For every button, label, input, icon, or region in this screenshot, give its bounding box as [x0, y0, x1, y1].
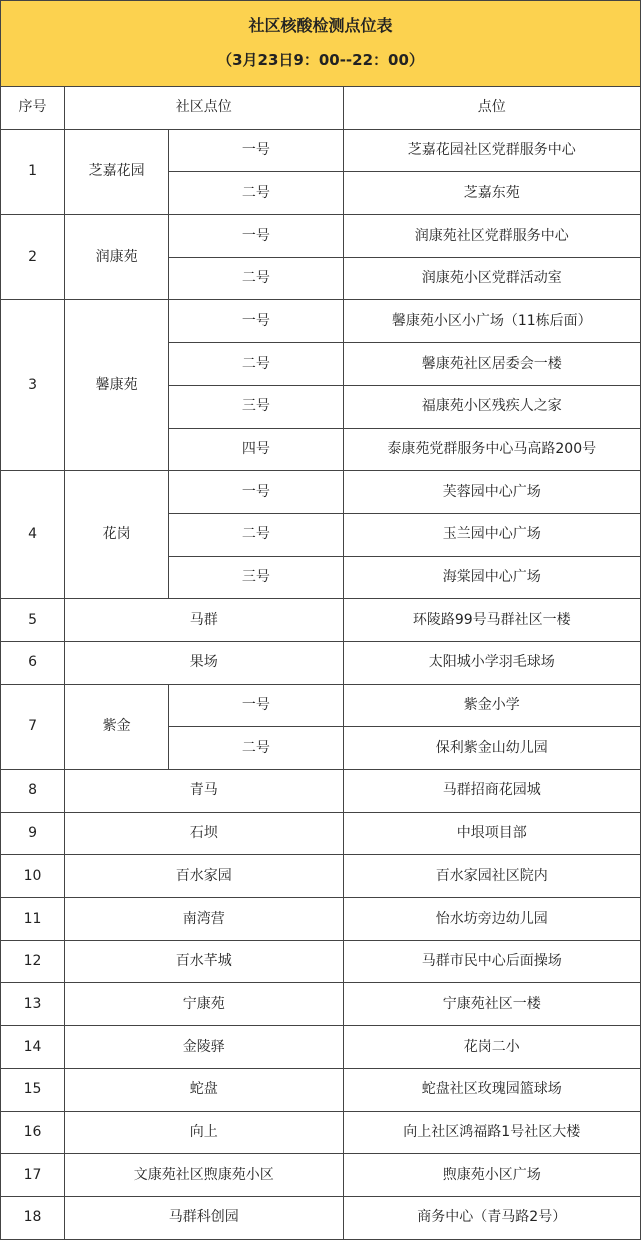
table-row: [1, 983, 641, 1026]
row-index: 7: [1, 684, 65, 769]
site-location: 蛇盘社区玫瑰园篮球场: [343, 1068, 640, 1111]
community-name: 花岗: [65, 471, 169, 599]
table-row: [1, 1154, 641, 1197]
site-location: 泰康苑党群服务中心马高路200号: [343, 428, 640, 471]
site-location: 润康苑小区党群活动室: [343, 257, 640, 300]
site-location: 福康苑小区残疾人之家: [343, 385, 640, 428]
table-row: [1, 471, 641, 514]
row-index: 6: [1, 641, 65, 684]
site-number: 一号: [169, 215, 343, 258]
site-location: 花岗二小: [343, 1026, 640, 1069]
site-number: 二号: [169, 343, 343, 386]
row-index: 15: [1, 1068, 65, 1111]
community-name: 金陵驿: [65, 1026, 343, 1069]
site-location: 百水家园社区院内: [343, 855, 640, 898]
site-location: 保利紫金山幼儿园: [343, 727, 640, 770]
site-location: 紫金小学: [343, 684, 640, 727]
page-title: 社区核酸检测点位表: [248, 16, 393, 35]
site-number: 一号: [169, 300, 343, 343]
row-index: 18: [1, 1196, 65, 1239]
row-index: 16: [1, 1111, 65, 1154]
row-index: 11: [1, 898, 65, 941]
site-location: 芝嘉花园社区党群服务中心: [343, 129, 640, 172]
row-index: 8: [1, 770, 65, 813]
community-name: 蛇盘: [65, 1068, 343, 1111]
site-location: 馨康苑小区小广场（11栋后面）: [343, 300, 640, 343]
row-index: 2: [1, 215, 65, 300]
community-name: 紫金: [65, 684, 169, 769]
row-index: 1: [1, 129, 65, 214]
site-location: 怡水坊旁边幼儿园: [343, 898, 640, 941]
table-body: [1, 129, 641, 1239]
table-row: [1, 599, 641, 642]
site-number: 一号: [169, 684, 343, 727]
community-name: 马群: [65, 599, 343, 642]
site-location: 宁康苑社区一楼: [343, 983, 640, 1026]
community-name: 润康苑: [65, 215, 169, 300]
table-row: [1, 1026, 641, 1069]
community-name: 百水芊城: [65, 940, 343, 983]
site-location: 馨康苑社区居委会一楼: [343, 343, 640, 386]
site-number: 二号: [169, 727, 343, 770]
table-row: [1, 1068, 641, 1111]
site-location: 玉兰园中心广场: [343, 513, 640, 556]
community-name: 向上: [65, 1111, 343, 1154]
site-location: 芙蓉园中心广场: [343, 471, 640, 514]
header-index: 序号: [1, 87, 65, 130]
title-block: [0, 0, 641, 86]
site-location: 润康苑社区党群服务中心: [343, 215, 640, 258]
table-row: [1, 300, 641, 343]
site-location: 芝嘉东苑: [343, 172, 640, 215]
community-name: 百水家园: [65, 855, 343, 898]
site-location: 马群招商花园城: [343, 770, 640, 813]
community-name: 南湾营: [65, 898, 343, 941]
site-number: 一号: [169, 471, 343, 514]
site-location: 中垠项目部: [343, 812, 640, 855]
table-row: [1, 641, 641, 684]
row-index: 9: [1, 812, 65, 855]
site-number: 四号: [169, 428, 343, 471]
table-row: [1, 1111, 641, 1154]
site-number: 二号: [169, 513, 343, 556]
header-row: [1, 87, 641, 130]
row-index: 13: [1, 983, 65, 1026]
site-number: 二号: [169, 257, 343, 300]
table-row: [1, 770, 641, 813]
time-range-subtitle: （3月23日9：00--22：00）: [217, 51, 424, 69]
table-row: [1, 855, 641, 898]
site-number: 二号: [169, 172, 343, 215]
sites-table: [0, 86, 641, 1240]
table-row: [1, 215, 641, 258]
table-row: [1, 129, 641, 172]
table-row: [1, 1196, 641, 1239]
community-name: 青马: [65, 770, 343, 813]
site-location: 环陵路99号马群社区一楼: [343, 599, 640, 642]
site-number: 一号: [169, 129, 343, 172]
community-name: 芝嘉花园: [65, 129, 169, 214]
header-community: 社区点位: [65, 87, 343, 130]
row-index: 5: [1, 599, 65, 642]
site-location: 太阳城小学羽毛球场: [343, 641, 640, 684]
table-row: [1, 898, 641, 941]
row-index: 17: [1, 1154, 65, 1197]
row-index: 3: [1, 300, 65, 471]
community-name: 石坝: [65, 812, 343, 855]
community-name: 果场: [65, 641, 343, 684]
site-location: 马群市民中心后面操场: [343, 940, 640, 983]
table-row: [1, 684, 641, 727]
community-name: 马群科创园: [65, 1196, 343, 1239]
site-number: 三号: [169, 385, 343, 428]
community-name: 宁康苑: [65, 983, 343, 1026]
site-location: 商务中心（青马路2号）: [343, 1196, 640, 1239]
table-row: [1, 940, 641, 983]
community-name: 馨康苑: [65, 300, 169, 471]
header-location: 点位: [343, 87, 640, 130]
row-index: 12: [1, 940, 65, 983]
site-location: 向上社区鸿福路1号社区大楼: [343, 1111, 640, 1154]
site-location: 海棠园中心广场: [343, 556, 640, 599]
row-index: 10: [1, 855, 65, 898]
table-row: [1, 812, 641, 855]
community-name: 文康苑社区煦康苑小区: [65, 1154, 343, 1197]
row-index: 14: [1, 1026, 65, 1069]
site-location: 煦康苑小区广场: [343, 1154, 640, 1197]
row-index: 4: [1, 471, 65, 599]
site-number: 三号: [169, 556, 343, 599]
